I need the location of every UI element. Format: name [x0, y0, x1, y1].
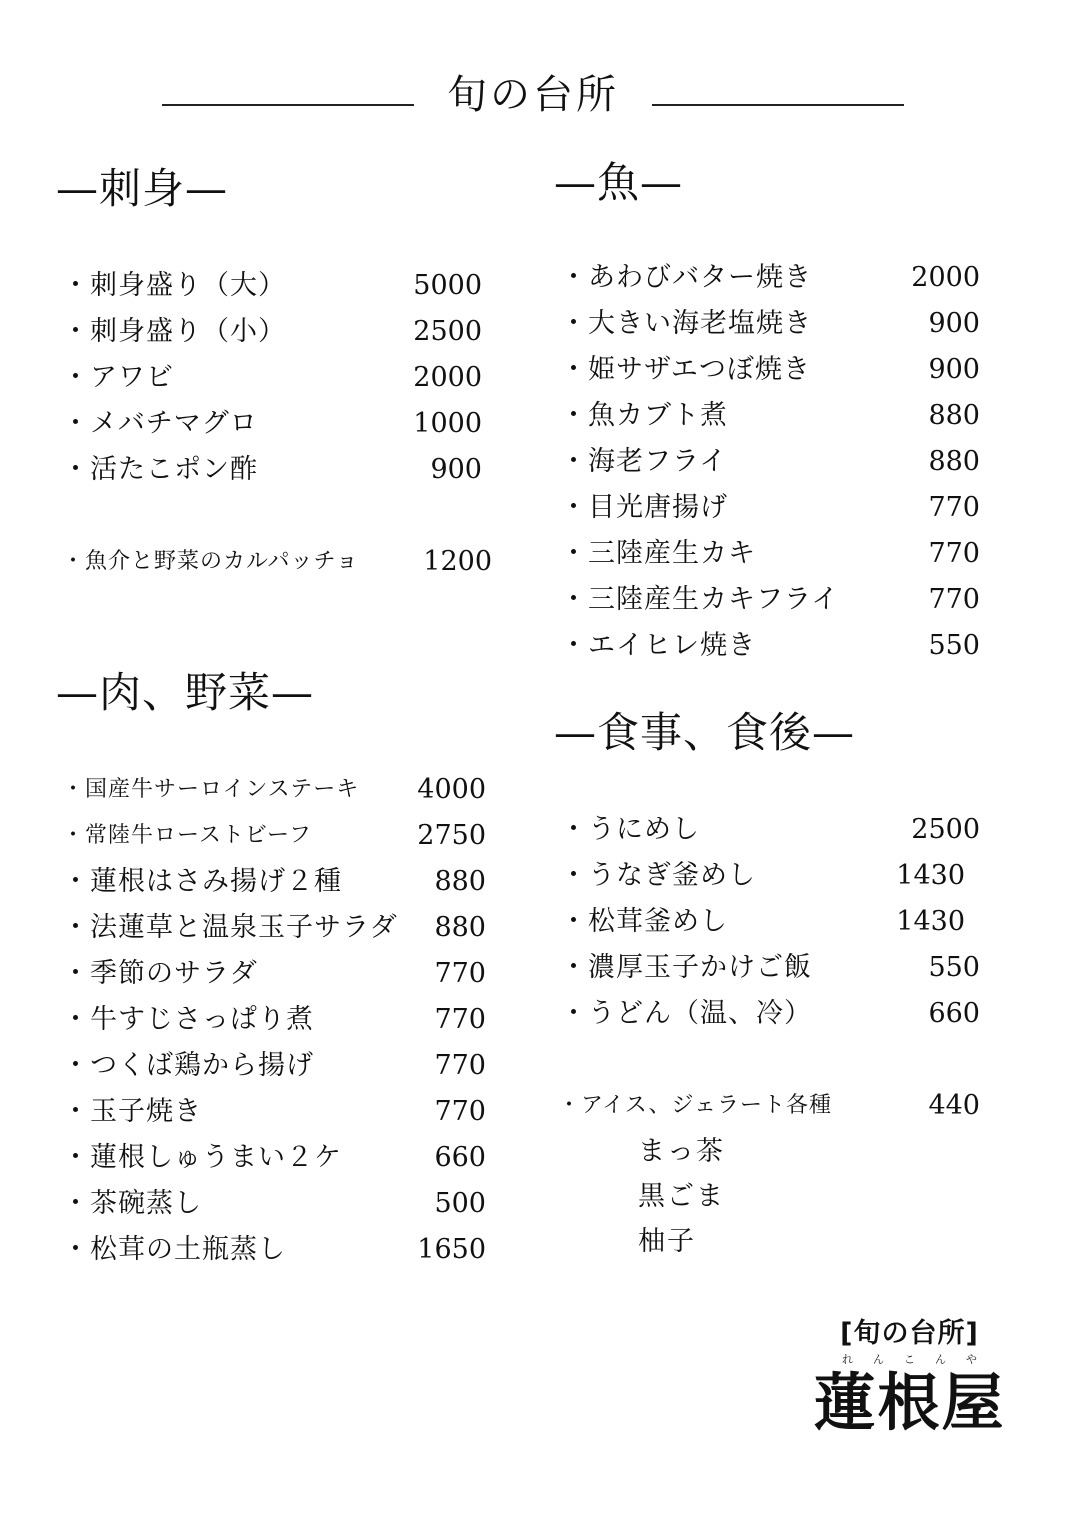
item-price: 2000 — [911, 262, 980, 293]
menu-item — [560, 626, 980, 672]
item-name: ・うどん（温、冷） — [560, 998, 812, 1029]
item-price: 880 — [928, 446, 980, 477]
item-name: ・あわびバター焼き — [560, 262, 812, 293]
item-price: 2750 — [417, 820, 486, 851]
menu-item — [62, 908, 486, 954]
item-price: 550 — [928, 630, 980, 661]
item-price: 900 — [928, 354, 980, 385]
item-name: ・活たこポン酢 — [62, 454, 258, 485]
item-price: 770 — [434, 958, 486, 989]
item-name: ・濃厚玉子かけご飯 — [560, 952, 812, 983]
item-price: 880 — [928, 400, 980, 431]
menu-item — [62, 358, 482, 404]
section-heading-fish: —魚— — [554, 158, 684, 207]
menu-item — [62, 1000, 486, 1046]
item-name: ・三陸産生カキ — [560, 538, 756, 569]
title-rule-right — [652, 104, 904, 106]
dessert-flavor-list — [638, 1132, 725, 1267]
menu-item — [560, 856, 980, 902]
item-name: ・季節のサラダ — [62, 958, 258, 989]
menu-item — [62, 1138, 486, 1184]
sashimi-list — [62, 266, 482, 496]
menu-item — [560, 304, 980, 350]
item-name: ・松茸釜めし — [560, 906, 728, 937]
item-price: 900 — [430, 454, 482, 485]
item-price: 2000 — [413, 362, 482, 393]
page-title-row — [162, 70, 904, 130]
item-name: ・常陸牛ローストビーフ — [62, 823, 312, 848]
item-price: 2500 — [911, 814, 980, 845]
item-price: 4000 — [417, 774, 486, 805]
item-name: ・目光唐揚げ — [560, 492, 728, 523]
dessert-flavor: 柚子 — [638, 1226, 696, 1257]
item-price: 550 — [928, 952, 980, 983]
menu-item — [62, 542, 492, 588]
item-name: ・松茸の土瓶蒸し — [62, 1234, 286, 1265]
logo-subtitle: [旬の台所] — [840, 1318, 979, 1349]
item-price: 770 — [434, 1050, 486, 1081]
item-name: ・国産牛サーロインステーキ — [62, 777, 360, 802]
item-name: ・魚カブト煮 — [560, 400, 728, 431]
menu-item — [62, 954, 486, 1000]
menu-item — [62, 862, 486, 908]
menu-item — [62, 1092, 486, 1138]
item-price: 440 — [928, 1090, 980, 1121]
item-name: ・うにめし — [560, 814, 700, 845]
item-price: 500 — [434, 1188, 486, 1219]
logo-ruby: れんこんや — [842, 1353, 997, 1366]
item-name: ・アイス、ジェラート各種 — [558, 1093, 833, 1118]
menu-item — [560, 350, 980, 396]
dessert-flavor: 黒ごま — [638, 1181, 725, 1212]
restaurant-logo — [802, 1316, 1017, 1451]
item-name: ・法蓮草と温泉玉子サラダ — [62, 912, 398, 943]
dessert-list — [558, 1086, 980, 1132]
item-price: 770 — [434, 1096, 486, 1127]
item-price: 880 — [434, 912, 486, 943]
item-price: 660 — [434, 1142, 486, 1173]
menu-item — [62, 266, 482, 312]
item-price: 1430 — [896, 906, 965, 937]
menu-item — [560, 994, 980, 1040]
menu-item — [560, 534, 980, 580]
fish-list — [560, 258, 980, 672]
item-name: ・牛すじさっぱり煮 — [62, 1004, 314, 1035]
dessert-flavor: まっ茶 — [638, 1136, 725, 1167]
item-name: ・メバチマグロ — [62, 408, 258, 439]
menu-item — [560, 902, 980, 948]
section-heading-meat: —肉、野菜— — [56, 668, 315, 717]
menu-item — [62, 404, 482, 450]
item-price: 880 — [434, 866, 486, 897]
menu-item — [558, 1086, 980, 1132]
item-price: 1000 — [413, 408, 482, 439]
menu-item — [62, 312, 482, 358]
menu-item — [560, 810, 980, 856]
meal-list — [560, 810, 980, 1040]
menu-item — [560, 442, 980, 488]
item-name: ・魚介と野菜のカルパッチョ — [62, 549, 359, 574]
item-price: 1200 — [423, 546, 492, 577]
page-title: 旬の台所 — [447, 72, 619, 118]
item-price: 1650 — [417, 1234, 486, 1265]
item-name: ・刺身盛り（小） — [62, 316, 286, 347]
item-price: 770 — [434, 1004, 486, 1035]
item-price: 2500 — [413, 316, 482, 347]
item-price: 900 — [928, 308, 980, 339]
item-name: ・エイヒレ焼き — [560, 630, 756, 661]
item-name: ・玉子焼き — [62, 1096, 202, 1127]
item-price: 770 — [928, 492, 980, 523]
section-heading-meal: —食事、食後— — [554, 708, 856, 757]
item-name: ・姫サザエつぼ焼き — [560, 354, 811, 385]
item-name: ・蓮根しゅうまい２ケ — [62, 1142, 342, 1173]
item-name: ・アワビ — [62, 362, 174, 393]
menu-item — [62, 1046, 486, 1092]
menu-item — [62, 770, 486, 816]
sashimi-extra-list — [62, 542, 492, 588]
menu-item — [560, 396, 980, 442]
item-name: ・大きい海老塩焼き — [560, 308, 812, 339]
menu-item — [560, 948, 980, 994]
menu-item — [62, 1184, 486, 1230]
item-price: 1430 — [896, 860, 965, 891]
menu-item — [560, 488, 980, 534]
section-heading-sashimi: —刺身— — [56, 164, 229, 213]
item-price: 660 — [928, 998, 980, 1029]
menu-item — [560, 580, 980, 626]
item-name: ・茶碗蒸し — [62, 1188, 202, 1219]
item-name: ・三陸産生カキフライ — [560, 584, 840, 615]
meat-list — [62, 770, 486, 1276]
menu-item — [62, 450, 482, 496]
item-name: ・刺身盛り（大） — [62, 270, 286, 301]
item-price: 5000 — [413, 270, 482, 301]
logo-name: 蓮根屋 — [813, 1366, 1006, 1439]
item-price: 770 — [928, 538, 980, 569]
item-name: ・海老フライ — [560, 446, 728, 477]
menu-item — [62, 816, 486, 862]
item-price: 770 — [928, 584, 980, 615]
menu-item — [560, 258, 980, 304]
menu-item — [62, 1230, 486, 1276]
item-name: ・蓮根はさみ揚げ２種 — [62, 866, 342, 897]
item-name: ・つくば鶏から揚げ — [62, 1050, 314, 1081]
item-name: ・うなぎ釜めし — [560, 860, 756, 891]
